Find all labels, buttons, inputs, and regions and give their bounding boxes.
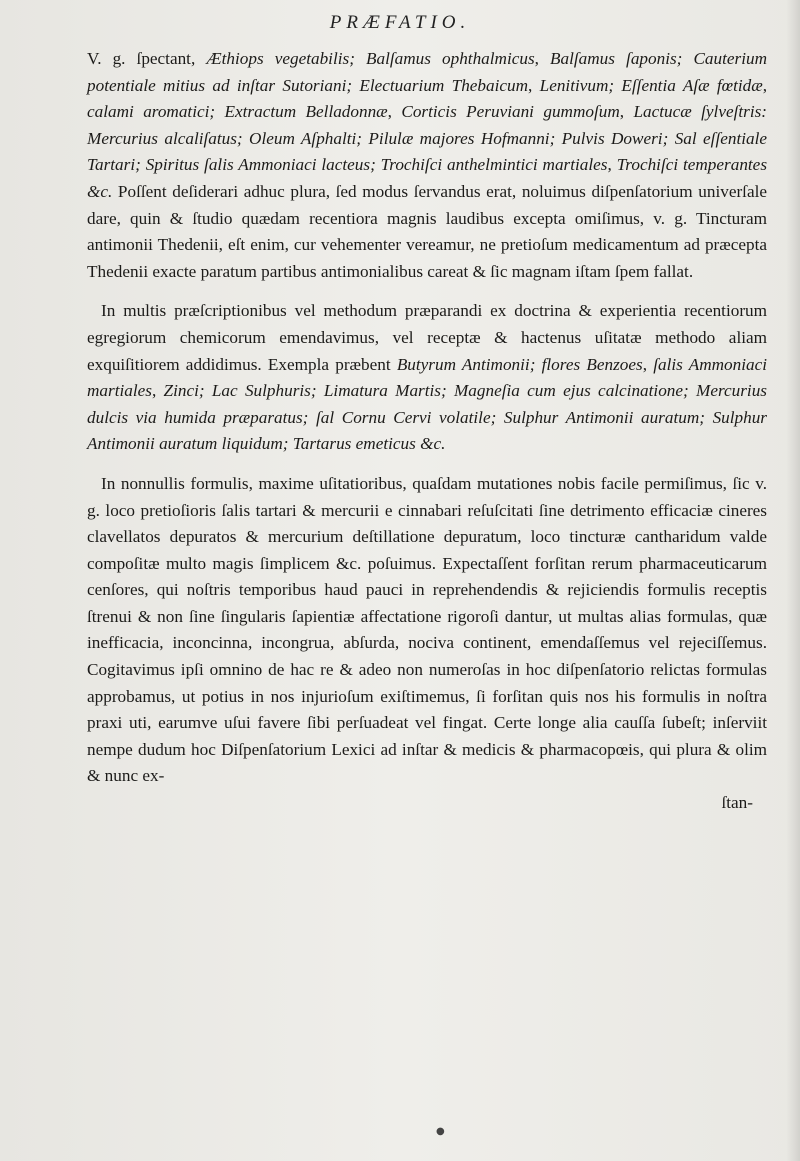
italic-term: Butyrum Antimonii; flores Benzoes xyxy=(396,354,643,374)
italic-term: Lenitivum; Eſſentia Aſæ fœtidæ xyxy=(539,75,763,95)
italic-term: calami aromatici; Extractum Belladonnæ xyxy=(87,102,388,122)
italic-term: Trochiſci temperantes &c. xyxy=(87,155,768,201)
page-edge-shadow xyxy=(786,0,800,1161)
catchword: ſtan- xyxy=(721,793,753,813)
text-run: , xyxy=(528,75,540,95)
text-run: , xyxy=(607,155,617,175)
paragraph xyxy=(87,46,767,285)
text-run: , xyxy=(151,381,164,401)
text-run: In multis præſcriptionibus vel methodum præparandi ex doctrina & experientia recentiorum egregiorum chemicorum emendavimus, vel receptæ & hactenus uſitatæ methodo aliam exquiſitiorem addidimus. Exempla præbent xyxy=(87,301,767,374)
running-header: PRÆFATIO. xyxy=(329,12,471,33)
text-run: , xyxy=(762,75,768,95)
italic-term: Lactucæ ſylveſtris: Mercurius alcaliſatus; Oleum Aſphalti; Pilulæ majores Hofmanni; Pulvis Doweri; Sal eſſentiale Tartari; Spiritus ſalis Ammoniaci lacteus; Trochiſci anthelmintici martiales xyxy=(87,102,768,175)
body-text xyxy=(87,46,767,817)
text-run: V. g. ſpectant, xyxy=(87,49,207,68)
italic-term: ſalis Ammoniaci martiales xyxy=(87,354,767,401)
text-run: , xyxy=(534,49,551,68)
text-run: , xyxy=(619,102,634,122)
italic-term: Æthiops vegetabilis; Balſamus ophthalmicus xyxy=(206,49,535,68)
italic-term: Corticis Peruviani gummoſum xyxy=(401,102,620,122)
paragraph xyxy=(87,298,767,458)
text-run: In nonnullis formulis, maxime uſitatioribus, quaſdam mutationes nobis facile permiſimus, ſic v. g. loco pretioſioris ſalis tartari & mercurii e cinnabari reſuſcitati ſine detrimento efficaciæ cineres clavellatos depuratos & mercurium deſtillatione depuratum, loco tincturæ cantharidum valde compoſitæ multo magis ſimplicem &c. poſuimus. Expectaſſent forſitan rerum pharmaceuticarum cenſores, qui noſtris temporibus haud pauci in reprehendendis & rejiciendis formulis receptis ſtrenui & non ſine ſingularis ſapientiæ affectatione rigoroſi dantur, ut multas alias formulas, quæ inefficacia, inconcinna, incongrua, abſurda, nociva continent, emendaſſemus vel rejeciſſemus. Cogitavimus ipſi omnino de hac re & adeo non numeroſas in hoc diſpenſatorio relictas formulas approbamus, ut potius in nos injurioſum exiſtimemus, ſi forſitan quis nos his formulis in noſtra praxi uti, earumve uſui favere ſibi perſuadeat vel fingat. Certe longe alia cauſſa ſubeſt; inſerviit nempe dudum hoc Diſpenſatorium Lexici ad inſtar & medicis & pharmacopœis, qui plura & olim & nunc ex- xyxy=(87,473,767,786)
text-run: Poſſent deſiderari adhuc plura, ſed modus ſervandus erat, noluimus diſpenſatorium univerſale dare, quin & ſtudio quædam recentiora magnis laudibus excepta omiſimus, v. g. Tincturam antimonii Thedenii, eſt enim, cur vehementer vereamur, ne pretioſum medicamentum ad præcepta Thedenii exacte paratum partibus antimonialibus careat & ſic magnam iſtam ſpem fallat. xyxy=(87,181,767,281)
text-run: , xyxy=(642,354,654,374)
paragraph xyxy=(87,471,767,790)
text-run: , xyxy=(387,102,402,122)
bullet-mark: ● xyxy=(436,1126,445,1137)
italic-term: Balſamus ſaponis; Cauterium potentiale mitius ad inſtar Sutoriani; Electuarium Thebaicum xyxy=(87,49,767,95)
italic-term: Zinci; Lac Sulphuris; Limatura Martis; Magneſia cum ejus calcinatione; Mercurius dulcis via humida præparatus; ſal Cornu Cervi volatile; Sulphur Antimonii auratum; Sulphur Antimonii auratum liquidum; Tartarus emeticus &c. xyxy=(87,381,767,454)
